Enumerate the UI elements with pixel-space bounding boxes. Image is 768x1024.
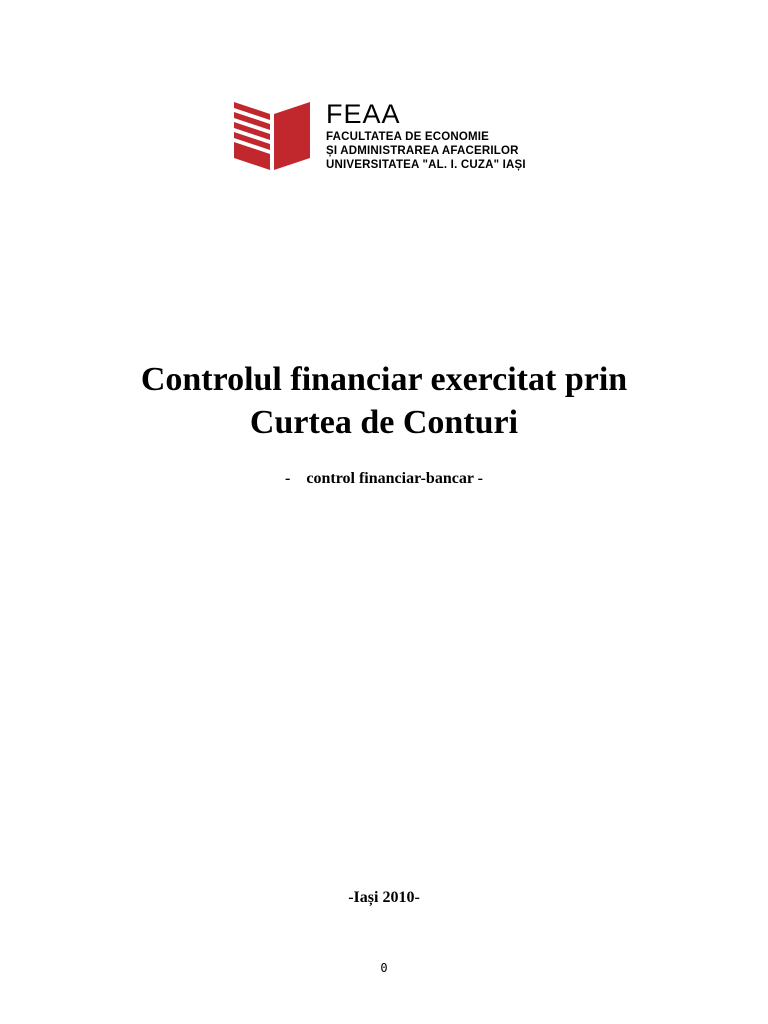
document-subtitle: - control financiar-bancar -: [285, 470, 483, 487]
logo-title: FEAA: [326, 99, 401, 129]
logo-faculty-line: FACULTATEA DE ECONOMIE: [326, 131, 490, 143]
faculty-logo: [234, 99, 554, 174]
page-number: 0: [380, 961, 388, 975]
logo-university-line: UNIVERSITATEA "AL. I. CUZA" IAȘI: [326, 159, 526, 171]
document-title-line-2: Curtea de Conturi: [249, 404, 519, 441]
place-and-year: -Iași 2010-: [348, 889, 420, 906]
logo-faculty-line: ȘI ADMINISTRAREA AFACERILOR: [326, 145, 519, 157]
book-icon: [234, 102, 312, 170]
document-title-line-1: Controlul financiar exercitat prin: [140, 361, 628, 398]
